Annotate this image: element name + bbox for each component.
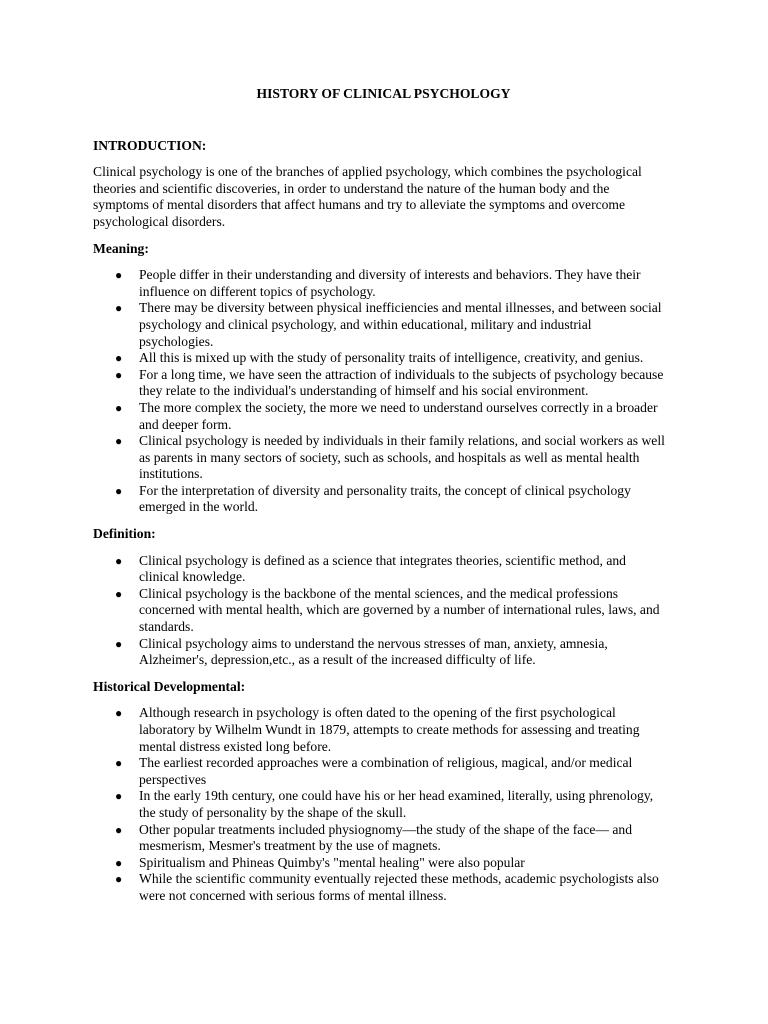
- list-item: [93, 350, 668, 367]
- list-item: [93, 788, 668, 821]
- bullet-icon: ●: [115, 789, 123, 804]
- bullet-icon: ●: [115, 483, 123, 498]
- list-item: [93, 586, 668, 636]
- list-item: [93, 822, 668, 855]
- section-heading: INTRODUCTION:: [93, 137, 207, 153]
- section-paragraph: Clinical psychology is one of the branches of applied psychology, which combines the psychological theories and scientific discoveries, in order to understand the nature of the human body and the symptoms of mental disorders that affect humans and try to alleviate the symptoms and overcome psychological disorders.: [93, 164, 642, 229]
- bullet-icon: ●: [115, 351, 123, 366]
- list-item: [93, 267, 668, 300]
- list-item-text: All this is mixed up with the study of personality traits of intelligence, creativity, and genius.: [139, 350, 644, 366]
- bullet-list: [93, 553, 668, 669]
- list-item-text: Clinical psychology aims to understand the nervous stresses of man, anxiety, amnesia, Alzheimer's, depression,etc., as a result of the increased difficulty of life.: [139, 635, 608, 668]
- list-item-text: While the scientific community eventually rejected these methods, academic psychologists also were not concerned with serious forms of mental illness.: [139, 871, 659, 903]
- list-item: [93, 871, 668, 904]
- list-item: [93, 400, 668, 433]
- bullet-list: [93, 267, 668, 516]
- list-item: [93, 300, 668, 350]
- bullet-icon: ●: [115, 400, 123, 415]
- bullet-icon: ●: [115, 636, 123, 651]
- bullet-icon: ●: [115, 756, 123, 771]
- bullet-icon: ●: [115, 706, 123, 721]
- section-heading: Historical Developmental:: [93, 678, 246, 694]
- list-item-text: The more complex the society, the more we need to understand ourselves correctly in a broader and deeper form.: [139, 399, 658, 432]
- list-item: [93, 483, 668, 516]
- bullet-icon: ●: [115, 855, 123, 870]
- bullet-icon: ●: [115, 434, 123, 449]
- list-item: [93, 553, 668, 586]
- list-item-text: Clinical psychology is needed by individuals in their family relations, and social workers as well as parents in many sectors of society, such as schools, and hospitals as well as mental health institutions.: [139, 433, 665, 482]
- list-item-text: Although research in psychology is often dated to the opening of the first psychological laboratory by Wilhelm Wundt in 1879, attempts to create methods for assessing and treating mental distress existed long before.: [139, 705, 640, 754]
- list-item-text: The earliest recorded approaches were a combination of religious, magical, and/or medical perspectives: [139, 755, 633, 787]
- bullet-icon: ●: [115, 268, 123, 283]
- bullet-icon: ●: [115, 586, 123, 601]
- section-historical-developmental: [93, 679, 668, 905]
- list-item-text: For a long time, we have seen the attraction of individuals to the subjects of psychology because they relate to the individual's understanding of himself and his social environment.: [139, 366, 664, 399]
- list-item-text: Clinical psychology is the backbone of the mental sciences, and the medical professions concerned with mental health, which are governed by a number of international rules, laws, and standards.: [139, 585, 660, 635]
- document-title: HISTORY OF CLINICAL PSYCHOLOGY: [256, 86, 511, 101]
- list-item: [93, 433, 668, 483]
- list-item-text: There may be diversity between physical inefficiencies and mental illnesses, and between social psychology and clinical psychology, and within educational, military and industrial psychologies.: [139, 300, 662, 349]
- list-item-text: Other popular treatments included physiognomy—the study of the shape of the face— and mesmerism, Mesmer's treatment by the use of magnets.: [139, 821, 633, 854]
- bullet-icon: ●: [115, 367, 123, 382]
- bullet-list: [93, 705, 668, 904]
- list-item: [93, 367, 668, 400]
- bullet-icon: ●: [115, 301, 123, 316]
- bullet-icon: ●: [115, 553, 123, 568]
- list-item: [93, 855, 668, 872]
- list-item-text: Spiritualism and Phineas Quimby's "mental healing" were also popular: [139, 854, 525, 870]
- list-item-text: For the interpretation of diversity and personality traits, the concept of clinical psychology emerged in the world.: [139, 482, 631, 515]
- bullet-icon: ●: [115, 872, 123, 887]
- list-item-text: People differ in their understanding and diversity of interests and behaviors. They have their influence on different topics of psychology.: [139, 267, 641, 299]
- section-definition: [93, 526, 668, 669]
- bullet-icon: ●: [115, 822, 123, 837]
- section-heading: Definition:: [93, 526, 156, 542]
- list-item-text: Clinical psychology is defined as a science that integrates theories, scientific method, and clinical knowledge.: [139, 552, 626, 585]
- list-item: [93, 705, 668, 755]
- section-heading: Meaning:: [93, 240, 149, 256]
- document-page: [93, 86, 668, 915]
- section-introduction: [93, 138, 668, 231]
- section-meaning: [93, 241, 668, 517]
- list-item-text: In the early 19th century, one could have his or her head examined, literally, using phrenology, the study of personality by the shape of the skull.: [139, 788, 654, 820]
- list-item: [93, 636, 668, 669]
- list-item: [93, 755, 668, 788]
